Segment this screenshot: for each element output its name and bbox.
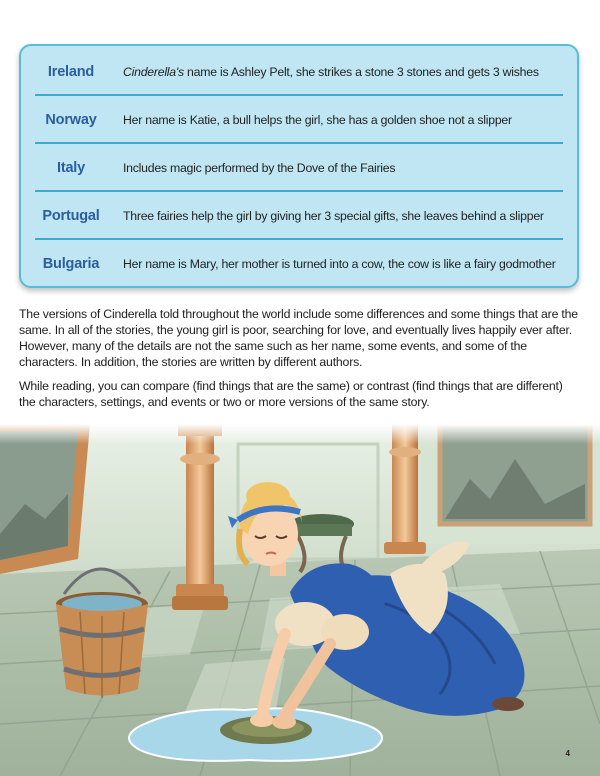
version-description [121,65,577,79]
table-row-portugal [21,192,577,240]
table-row-italy [21,144,577,192]
intro-paragraph: The versions of Cinderella told throughout the world include some differences and some things that are the same. In all of the stories, the young girl is poor, searching for love, and eventually lives happily ever after. However, many of the details are not the same such as her name, some events, and some of the characters. In addition, the stories are written by different authors. [19,307,578,369]
cinderella-scrubbing-illustration [0,424,600,776]
description-text: name is Ashley Pelt, she strikes a stone 3 stones and gets 3 wishes [183,65,539,79]
version-description: Includes magic performed by the Dove of the Fairies [123,161,396,175]
version-description: Her name is Katie, a bull helps the girl, she has a golden shoe not a slipper [123,113,512,127]
table-row-ireland [21,48,577,96]
country-label: Bulgaria [42,256,100,272]
italic-text: Cinderella's [123,65,184,79]
page-number: 4 [565,749,570,758]
cinderella-versions-table [19,44,579,288]
country-label: Italy [56,160,85,176]
compare-contrast-paragraph: While reading, you can compare (find things that are the same) or contrast (find things that are different) the characters, settings, and events or two or more versions of the same story. [19,379,563,409]
table-row-bulgaria [21,240,577,288]
country-label: Portugal [42,208,100,224]
version-description: Her name is Mary, her mother is turned into a cow, the cow is like a fairy godmother [123,257,556,271]
table-row-norway [21,96,577,144]
country-label: Ireland [47,64,95,80]
country-label: Norway [45,112,97,128]
version-description: Three fairies help the girl by giving her 3 special gifts, she leaves behind a slipper [123,209,544,223]
